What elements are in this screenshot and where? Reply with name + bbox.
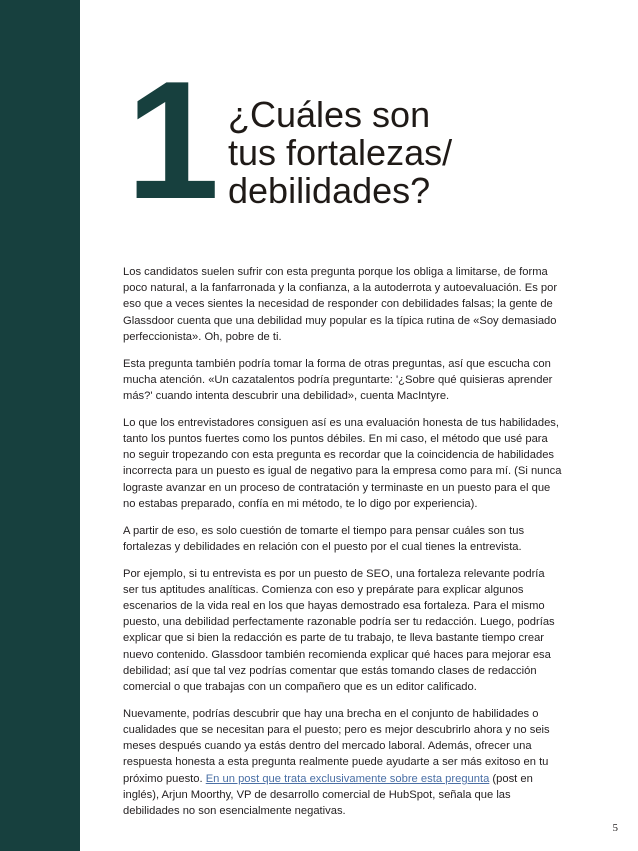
paragraph-6-text-before: Nuevamente, podrías descubrir que hay una brecha en el conjunto de habilidades o cualidades que se necesitan para el puesto; pero es mejor descubrirlo ahora y no seis meses después cuando ya estás dentro del mercado laboral. Además, ofrecer una respuesta honesta a esta pregunta realmente puede ayudarte a ser más exitoso en tu próximo puesto. xyxy=(123,707,550,785)
paragraph-6-text-after: (post en inglés), Arjun Moorthy, VP de desarrollo comercial de HubSpot, señala que las debilidades no son esencialmente negativas. xyxy=(123,772,533,818)
section-number: 1 xyxy=(126,46,214,234)
paragraph-6 xyxy=(123,706,563,819)
title-line-3: debilidades? xyxy=(228,170,431,211)
page-number: 5 xyxy=(612,822,618,834)
hubspot-post-link[interactable]: En un post que trata exclusivamente sobre esta pregunta xyxy=(205,772,490,785)
title-line-1: ¿Cuáles son xyxy=(228,94,431,135)
paragraph-3: Lo que los entrevistadores consiguen así es una evaluación honesta de tus habilidades, tanto los puntos fuertes como los puntos débiles. En mi caso, el método que usé para no seguir tropezando con esta pregunta es recordar que la coincidencia de habilidades incorrecta para un puesto es igual de negativo para la empresa como para mí. (Si nunca lograste avanzar en un proceso de contratación y terminaste en un puesto para el que no estabas preparado, confía en mi método, te lo digo por experiencia). xyxy=(123,416,562,510)
paragraph-1: Los candidatos suelen sufrir con esta pregunta porque los obliga a limitarse, de forma poco natural, a la fanfarronada y la confianza, a la autoderrota y autoevaluación. Es por eso que a veces sientes la necesidad de responder con debilidades falsas; la gente de Glassdoor cuenta que una debilidad muy popular es la típica rutina de «Soy demasiado perfeccionista». Oh, pobre de ti. xyxy=(123,266,558,343)
title-line-2: tus fortalezas/ xyxy=(228,132,453,173)
body-text xyxy=(123,264,563,830)
paragraph-2: Esta pregunta también podría tomar la forma de otras preguntas, así que escucha con mucha atención. «Un cazatalentos podría preguntarte: '¿Sobre qué quisieras aprender más?' cuando intenta descubrir una debilidad», cuenta MacIntyre. xyxy=(123,357,553,403)
paragraph-4: A partir de eso, es solo cuestión de tomarte el tiempo para pensar cuáles son tus fortalezas y debilidades en relación con el puesto por el cual tienes la entrevista. xyxy=(123,524,525,553)
side-accent-bar xyxy=(0,0,80,851)
paragraph-5: Por ejemplo, si tu entrevista es por un puesto de SEO, una fortaleza relevante podría ser tus aptitudes analíticas. Comienza con eso y prepárate para explicar algunos escenarios de la vida real en los que hayas demostrado esa fortaleza. Para el mismo puesto, una debilidad perfectamente razonable podría ser tu redacción. Luego, podrías explicar que si bien la redacción es parte de tu trabajo, te lleva bastante tiempo crear nuevo contenido. Glassdoor también recomienda explicar qué haces para mejorar esa debilidad; así que tal vez podrías comentar que estás tomando clases de redacción comercial o que trabajas con un compañero que es un editor calificado. xyxy=(123,567,555,694)
section-title xyxy=(228,96,452,210)
